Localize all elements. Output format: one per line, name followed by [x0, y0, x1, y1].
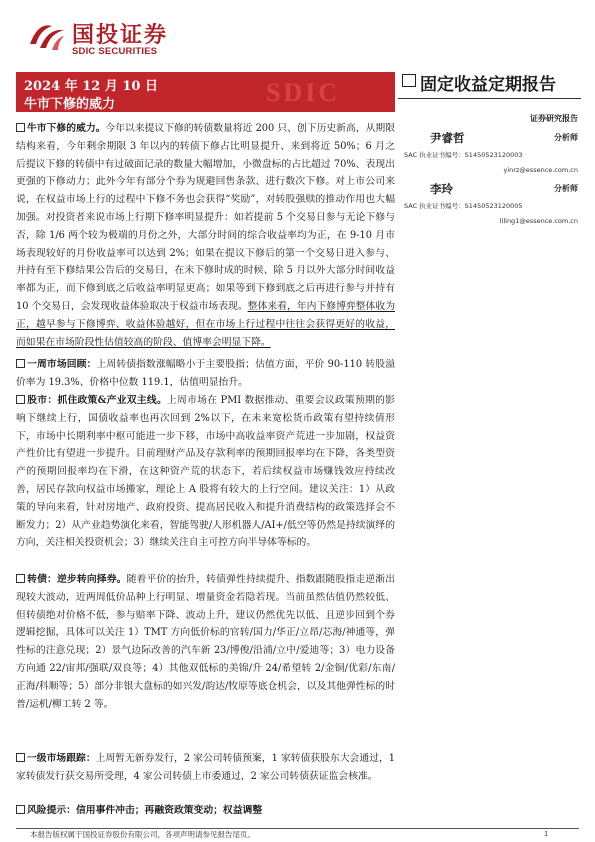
analyst-name: 尹睿哲 [430, 131, 465, 145]
logo-name-cn: 国投证券 [72, 23, 169, 48]
bullet-box-icon [16, 395, 25, 404]
page-number: 1 [544, 829, 549, 838]
analyst-card [404, 130, 578, 174]
analyst-role: 分析师 [554, 184, 578, 193]
title-banner [16, 72, 395, 112]
header-divider [398, 98, 581, 99]
section-primary-market [16, 750, 395, 786]
section-heading: 股市：抓住政策&产业双主线。 [27, 395, 167, 406]
section-stock-market [16, 392, 395, 552]
report-type-header [402, 70, 582, 94]
section-body: 今年以来提议下修的转债数量将近 200 只、创下历史新高，从期限结构来看，今年剩余期限 3 年以内的转债下修占比明显提升、来到将近 50%；6 月之后提议下修的转债中有过破面记录的数量大幅增加，小微盘标的占比超过 70%、表现出更强的下修动力；此外今年有部分个券为规避回售条款、进行数次下修。对上市公司来说，在权益市场上行的过程中下修不务也会获得“奖励”，对转股强赎的推动作用也大幅加强。对投资者来说市场上行期下修率明显提升：如若提前 5 个交易日参与无论下修与否，除 1/6 两个较为极端的月份之外，大部分时间的综合收益率均为正，在 9-10 月市场表现较好的月份收益率可以达到 2%；如果在提议下修后的第一个交易日进入参与、并持有至下修结果公告后的交易日，在未下修时成的时候、除 5 月以外大部分时间收益率都为正，而下修到底之后收益率明显更高；如果等到下修到底之后再进行参与并持有 10 个交易日，会发现收益体验取决于权益市场表现。 [16, 123, 395, 312]
sdic-logo-icon [28, 20, 66, 52]
analyst-role: 分析师 [554, 133, 578, 142]
analyst-email[interactable]: liling1@essence.com.cn [499, 217, 578, 225]
section-heading: 一周市场回顾： [27, 359, 97, 370]
report-title: 牛市下修的威力 [24, 97, 116, 112]
analyst-name: 李玲 [430, 182, 453, 196]
logo-name-en: SDIC SECURITIES [72, 46, 158, 57]
section-heading: 转债：逆步转向择券。 [27, 574, 127, 585]
section-body: 上周暂无新券发行，2 家公司转债预案，1 家转债获股东大会通过，1 家转债发行获交易所受理，4 家公司转债上市委通过，2 家公司转债获证监会核准。 [16, 753, 396, 782]
section-conclusion: 整体来看，年内下修博弈整体收为正，越早参与下修博弈、收益体验越好，但在市场上行过程中往往会获得更好的收益，而如果在市场阶段性估值较高的阶段、值博率会明显下降。 [16, 300, 395, 348]
report-type-icon [402, 74, 416, 87]
analyst-license: SAC 执业证书编号：S1450523120005 [404, 202, 523, 210]
bullet-box-icon [16, 574, 25, 583]
bullet-box-icon [16, 805, 25, 814]
analyst-email[interactable]: yinrz@essence.com.cn [503, 166, 578, 174]
section-body: 随着平价的抬升，转债弹性持续提升、指数跟随股指走逆渐出现较大波动，近两周低价品种上行明显、增量资金若隐若现。当前虽然估值仍然较低、但转债绝对价格不低，参与赔率下降、波动上升，建议仍然优先以低、且逆步回到个券逻辑挖掘，具体可以关注 1）TMT 方向低价标的官转/国力/华正/立昂/芯海/神通等，弹性标的注意兑现；2）景气边际改善的汽车新 23/博俊/沿浦/立中/爱迪等；3）电力设备方向通 22/宙邦/强联/双良等；4）其他双低标的美锦/升 24/希望转 2/金铜/优彩/东南/正海/科顺等；5）部分非银大盘标的如兴发/韵达/牧原等底仓机会，以及其他弹性标的时普/运机/柳工转 2 等。 [16, 574, 396, 710]
section-weekly-review [16, 356, 395, 392]
section-body: 上周市场在 PMI 数据推动、重要会议政策预期的影响下继续上行，国债收益率也再次回到 2%以下，在未来宽松货币政策有望持续倩形下，市场中长期利率中枢可能进一步下移，市场中高收益率资产荒进一步加剧，权益资产性价比有望进一步提升。目前理财产品及存款利率的预期回报率均在下降，各类型资产的预期回报率均在下滑，在这种资产荒的状态下，若后续权益市场赚钱效应持续改善，居民存款向权益市场搬家，理论上 A 股将有较大的上行空间。建议关注：1）从政策的导向来看，针对房地产、政府投资、提高居民收入和提升消费结构的政策选择会不断发力；2）从产业趋势演化来看，智能驾驶/人形机器人/AI+/低空等仍然是持续演绎的方向，关注相关投资机会；3）继续关注自主可控方向半导体等标的。 [16, 395, 395, 549]
bullet-box-icon [16, 753, 25, 762]
analyst-card [404, 181, 578, 225]
bullet-box-icon [16, 359, 25, 368]
section-bull-market-revision [16, 120, 395, 351]
section-risk-warning [16, 802, 395, 820]
bullet-box-icon [16, 123, 25, 132]
analyst-license: SAC 执业证书编号：S1450523120003 [404, 151, 523, 159]
section-heading: 一级市场跟踪： [27, 753, 96, 764]
footer-disclaimer: 本报告版权属于国投证券股份有限公司，各项声明请参见报告尾页。 [30, 830, 255, 839]
research-label: 证券研究报告 [530, 114, 578, 123]
company-logo [28, 16, 208, 60]
section-heading: 风险提示：信用事件冲击；再融资政策变动；权益调整 [27, 805, 263, 816]
banner-watermark: SDIC [266, 78, 341, 107]
report-date: 2024 年 12 月 10 日 [24, 79, 158, 94]
section-convertible-bonds [16, 571, 395, 713]
report-type-label: 固定收益定期报告 [420, 75, 556, 95]
section-heading: 牛市下修的威力。 [27, 123, 106, 134]
section-body: 上周转债指数涨幅略小于主要股指；估值方面，平价 90-110 转股溢价率为 19.3%、价格中位数 119.1，估值明显抬升。 [16, 359, 395, 388]
